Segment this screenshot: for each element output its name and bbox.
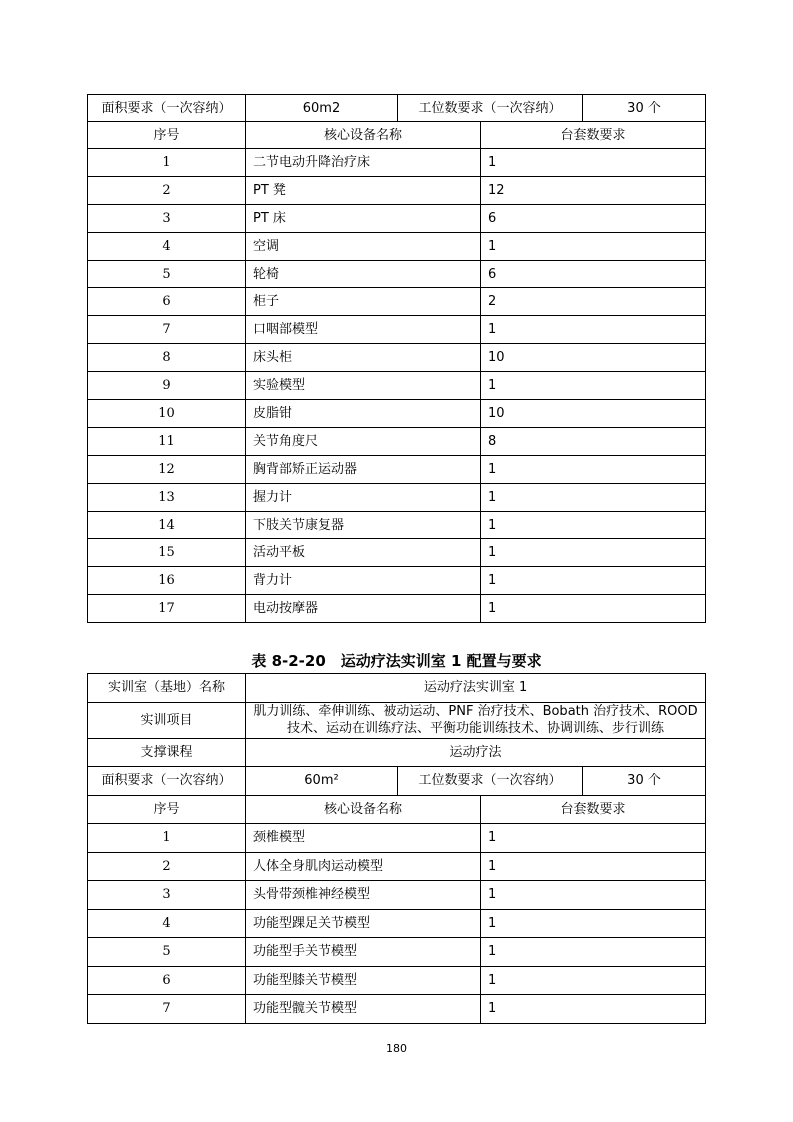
course-row <box>88 738 706 767</box>
header-qty: 台套数要求 <box>481 795 706 824</box>
row-no: 4 <box>88 909 246 938</box>
row-qty: 8 <box>481 427 706 455</box>
table-row <box>88 176 706 204</box>
row-no: 9 <box>88 372 246 400</box>
header-name: 核心设备名称 <box>246 795 481 824</box>
row-qty: 12 <box>481 176 706 204</box>
row-name: 柜子 <box>246 288 481 316</box>
table-row <box>88 455 706 483</box>
row-name: 关节角度尺 <box>246 427 481 455</box>
table-row <box>88 149 706 177</box>
row-no: 6 <box>88 288 246 316</box>
table-row <box>88 316 706 344</box>
row-qty: 1 <box>481 995 706 1024</box>
row-name: PT 凳 <box>246 176 481 204</box>
row-name: 胸背部矫正运动器 <box>246 455 481 483</box>
row-no: 4 <box>88 232 246 260</box>
row-name: 人体全身肌肉运动模型 <box>246 852 481 881</box>
row-name: 功能型髋关节模型 <box>246 995 481 1024</box>
row-name: 电动按摩器 <box>246 595 481 623</box>
equipment-table-continued <box>87 94 706 623</box>
row-name: PT 床 <box>246 204 481 232</box>
table-row <box>88 344 706 372</box>
row-qty: 1 <box>481 511 706 539</box>
row-no: 8 <box>88 344 246 372</box>
header-row <box>88 795 706 824</box>
table-row <box>88 595 706 623</box>
row-qty: 1 <box>481 483 706 511</box>
station-label: 工位数要求（一次容纳） <box>398 767 583 796</box>
row-qty: 1 <box>481 909 706 938</box>
row-no: 6 <box>88 966 246 995</box>
row-name: 颈椎模型 <box>246 824 481 853</box>
row-name: 功能型膝关节模型 <box>246 966 481 995</box>
table-row <box>88 567 706 595</box>
row-name: 头骨带颈椎神经模型 <box>246 881 481 910</box>
row-qty: 1 <box>481 539 706 567</box>
row-qty: 1 <box>481 852 706 881</box>
table-row <box>88 400 706 428</box>
row-no: 3 <box>88 881 246 910</box>
row-qty: 1 <box>481 149 706 177</box>
row-name: 功能型手关节模型 <box>246 938 481 967</box>
room-label: 实训室（基地）名称 <box>88 674 246 703</box>
row-no: 2 <box>88 176 246 204</box>
row-qty: 2 <box>481 288 706 316</box>
area-label: 面积要求（一次容纳） <box>88 767 246 796</box>
row-name: 口咽部模型 <box>246 316 481 344</box>
row-no: 12 <box>88 455 246 483</box>
row-qty: 1 <box>481 567 706 595</box>
table-row <box>88 372 706 400</box>
room-row <box>88 674 706 703</box>
station-label: 工位数要求（一次容纳） <box>398 95 583 122</box>
row-no: 7 <box>88 316 246 344</box>
row-name: 背力计 <box>246 567 481 595</box>
row-no: 15 <box>88 539 246 567</box>
table-row <box>88 938 706 967</box>
table-row <box>88 511 706 539</box>
station-value: 30 个 <box>583 95 706 122</box>
row-no: 17 <box>88 595 246 623</box>
page-number: 180 <box>386 1042 407 1055</box>
header-no: 序号 <box>88 122 246 149</box>
row-no: 11 <box>88 427 246 455</box>
row-no: 1 <box>88 149 246 177</box>
row-no: 14 <box>88 511 246 539</box>
table-row <box>88 852 706 881</box>
table-row <box>88 539 706 567</box>
row-no: 10 <box>88 400 246 428</box>
row-name: 实验模型 <box>246 372 481 400</box>
row-qty: 10 <box>481 344 706 372</box>
row-name: 二节电动升降治疗床 <box>246 149 481 177</box>
equipment-table-room1 <box>87 673 706 1024</box>
row-qty: 1 <box>481 938 706 967</box>
table-caption: 表 8-2-20 运动疗法实训室 1 配置与要求 <box>251 652 542 670</box>
row-qty: 1 <box>481 316 706 344</box>
header-no: 序号 <box>88 795 246 824</box>
area-label: 面积要求（一次容纳） <box>88 95 246 122</box>
project-label: 实训项目 <box>88 702 246 738</box>
area-row <box>88 767 706 796</box>
area-value: 60m² <box>246 767 398 796</box>
area-value: 60m2 <box>246 95 398 122</box>
table-row <box>88 995 706 1024</box>
header-qty: 台套数要求 <box>481 122 706 149</box>
row-qty: 1 <box>481 595 706 623</box>
room-value: 运动疗法实训室 1 <box>246 674 706 703</box>
table-row <box>88 824 706 853</box>
row-qty: 1 <box>481 966 706 995</box>
project-line-2: 技术、运动在训练疗法、平衡功能训练技术、协调训练、步行训练 <box>287 721 665 736</box>
row-qty: 1 <box>481 881 706 910</box>
row-name: 活动平板 <box>246 539 481 567</box>
table-row <box>88 881 706 910</box>
row-no: 13 <box>88 483 246 511</box>
row-no: 5 <box>88 260 246 288</box>
course-value: 运动疗法 <box>246 738 706 767</box>
row-qty: 10 <box>481 400 706 428</box>
row-no: 1 <box>88 824 246 853</box>
row-no: 5 <box>88 938 246 967</box>
row-name: 功能型踝足关节模型 <box>246 909 481 938</box>
table-row <box>88 204 706 232</box>
row-name: 床头柜 <box>246 344 481 372</box>
station-value: 30 个 <box>583 767 706 796</box>
table-row <box>88 260 706 288</box>
row-name: 轮椅 <box>246 260 481 288</box>
row-qty: 6 <box>481 204 706 232</box>
header-row <box>88 122 706 149</box>
project-line-1: 肌力训练、牵伸训练、被动运动、PNF 治疗技术、Bobath 治疗技术、ROOD <box>253 704 698 719</box>
row-no: 16 <box>88 567 246 595</box>
row-name: 空调 <box>246 232 481 260</box>
row-no: 2 <box>88 852 246 881</box>
table-row <box>88 966 706 995</box>
row-name: 握力计 <box>246 483 481 511</box>
row-qty: 1 <box>481 232 706 260</box>
row-no: 7 <box>88 995 246 1024</box>
row-qty: 1 <box>481 824 706 853</box>
table-row <box>88 427 706 455</box>
row-qty: 6 <box>481 260 706 288</box>
row-no: 3 <box>88 204 246 232</box>
row-name: 下肢关节康复器 <box>246 511 481 539</box>
header-name: 核心设备名称 <box>246 122 481 149</box>
table-row <box>88 288 706 316</box>
row-name: 皮脂钳 <box>246 400 481 428</box>
area-row <box>88 95 706 122</box>
table-row <box>88 909 706 938</box>
table-row <box>88 232 706 260</box>
project-row <box>88 702 706 738</box>
course-label: 支撑课程 <box>88 738 246 767</box>
row-qty: 1 <box>481 455 706 483</box>
row-qty: 1 <box>481 372 706 400</box>
table-row <box>88 483 706 511</box>
project-value <box>246 702 706 738</box>
